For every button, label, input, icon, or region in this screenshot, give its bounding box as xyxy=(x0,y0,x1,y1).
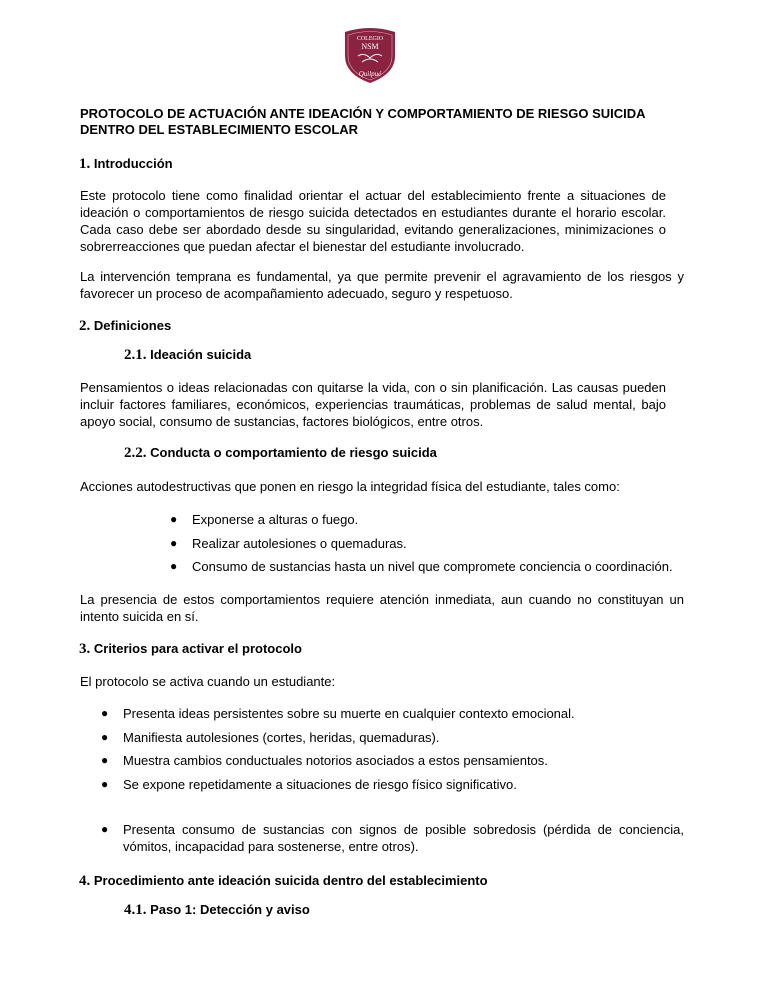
bullet-icon: ● xyxy=(101,822,109,836)
list-item xyxy=(170,558,712,575)
intro-paragraph-2: La intervención temprana es fundamental, ya que permite prevenir el agravamiento de los riesgos y favorecer un proceso de acompañamiento adecuado, seguro y respetuoso. xyxy=(80,269,684,301)
section-4-heading xyxy=(79,873,488,890)
list-item-text: Exponerse a alturas o fuego. xyxy=(192,512,359,527)
bullet-icon: ● xyxy=(170,512,178,526)
section-4-title: Procedimiento ante ideación suicida dentro del establecimiento xyxy=(93,873,488,888)
activation-criteria-list xyxy=(101,705,684,799)
subsection-4-1-title: Paso 1: Detección y aviso xyxy=(150,902,310,917)
logo-line1: COLEGIO xyxy=(356,36,384,42)
list-item xyxy=(170,511,712,528)
list-item-text: Consumo de sustancias hasta un nivel que compromete conciencia o coordinación. xyxy=(192,559,673,574)
list-item-text: Se expone repetidamente a situaciones de riesgo físico significativo. xyxy=(123,776,517,792)
subsection-2-1-title: Ideación suicida xyxy=(150,347,252,362)
list-item xyxy=(101,776,684,793)
list-item-text: Muestra cambios conductuales notorios asociados a estos pensamientos. xyxy=(123,753,548,768)
list-item xyxy=(101,752,684,769)
school-crest-logo xyxy=(342,26,398,84)
section-2-heading xyxy=(79,318,171,335)
section-3-heading xyxy=(79,641,302,658)
activation-criteria-list-continued xyxy=(101,821,684,855)
bullet-icon: ● xyxy=(101,776,109,791)
criteria-intro-paragraph: El protocolo se activa cuando un estudiante: xyxy=(80,674,336,689)
bullet-icon: ● xyxy=(101,729,109,744)
bullet-icon: ● xyxy=(170,559,178,573)
bullet-icon: ● xyxy=(170,535,178,550)
logo-line2: NSM xyxy=(361,42,379,51)
section-1-heading xyxy=(79,156,173,173)
section-1-title: Introducción xyxy=(93,156,173,171)
section-2-number: 2. xyxy=(79,318,91,334)
logo-line3: Quilpué xyxy=(358,70,382,78)
list-item-text: Presenta consumo de sustancias con signos de posible sobredosis (pérdida de conciencia, vómitos, incapacidad para sostenerse, entre otros). xyxy=(123,822,684,854)
subsection-4-1-heading xyxy=(124,902,310,919)
subsection-4-1-number: 4.1. xyxy=(124,902,147,918)
bullet-icon: ● xyxy=(101,706,109,720)
list-item xyxy=(101,705,684,722)
behavior-definition-paragraph: Acciones autodestructivas que ponen en riesgo la integridad física del estudiante, tales como: xyxy=(80,479,620,494)
list-item-text: Realizar autolesiones o quemaduras. xyxy=(192,535,407,551)
intro-paragraph-1: Este protocolo tiene como finalidad orientar el actuar del establecimiento frente a situaciones de ideación o comportamientos de riesgo suicida detectados en estudiantes durante el horario escolar. Cada caso debe ser abordado desde su singularidad, evitando generalizaciones, minimizaciones o sobrerreacciones que puedan afectar el bienestar del estudiante involucrado. xyxy=(80,188,666,254)
list-item-text: Presenta ideas persistentes sobre su muerte en cualquier contexto emocional. xyxy=(123,706,575,721)
section-2-title: Definiciones xyxy=(93,318,172,333)
subsection-2-2-heading xyxy=(124,445,437,462)
section-3-number: 3. xyxy=(79,641,91,657)
ideation-definition-paragraph: Pensamientos o ideas relacionadas con quitarse la vida, con o sin planificación. Las causas pueden incluir factores familiares, económicos, experiencias traumáticas, problemas de salud mental, bajo apoyo social, consumo de sustancias, factores biológicos, entre otros. xyxy=(80,380,666,429)
subsection-2-1-heading xyxy=(124,347,251,364)
subsection-2-2-number: 2.2. xyxy=(124,445,147,461)
section-1-number: 1. xyxy=(79,156,91,172)
list-item-text: Manifiesta autolesiones (cortes, heridas, quemaduras). xyxy=(123,729,440,745)
list-item xyxy=(101,821,684,855)
section-3-title: Criterios para activar el protocolo xyxy=(93,641,302,656)
behavior-note-paragraph: La presencia de estos comportamientos requiere atención inmediata, aun cuando no constituyan un intento suicida en sí. xyxy=(80,592,684,624)
document-title: PROTOCOLO DE ACTUACIÓN ANTE IDEACIÓN Y COMPORTAMIENTO DE RIESGO SUICIDA DENTRO DEL ESTABLECIMIENTO ESCOLAR xyxy=(80,106,646,137)
list-item xyxy=(170,535,712,552)
subsection-2-1-number: 2.1. xyxy=(124,347,147,363)
risk-behavior-list xyxy=(170,511,712,582)
subsection-2-2-title: Conducta o comportamiento de riesgo suicida xyxy=(150,445,437,460)
list-item xyxy=(101,729,684,746)
bullet-icon: ● xyxy=(101,753,109,767)
section-4-number: 4. xyxy=(79,873,91,889)
